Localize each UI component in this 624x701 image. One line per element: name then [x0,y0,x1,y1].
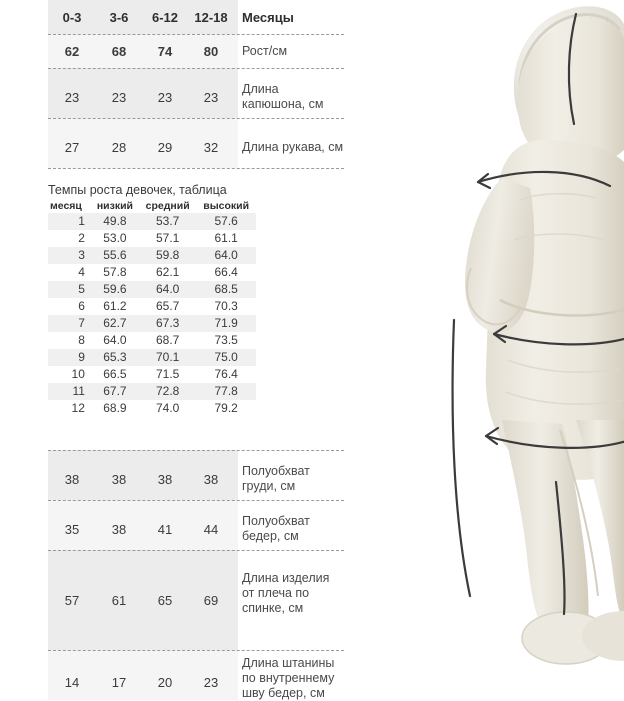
cell: 68.7 [155,333,180,347]
cell: 75.0 [214,350,238,364]
growth-header-high: высокий [203,200,250,212]
table-row [48,570,344,624]
cell: 53.7 [155,214,180,228]
cell: 72.8 [155,384,180,398]
table-row [48,82,344,112]
cell: 65.3 [103,350,127,364]
header-col-1: 3-6 [109,9,129,25]
cell: 38 [64,471,80,487]
cell: 12 [71,401,85,415]
growth-table-header-row [48,200,256,213]
snowsuit-illustration [324,0,624,700]
growth-header-low: низкий [96,200,134,212]
table-row [48,315,256,332]
cell: 70.1 [155,350,180,364]
cell: 64.0 [103,333,127,347]
cell: 66.5 [103,367,127,381]
cell: 29 [157,139,173,155]
cell: 68 [111,43,127,59]
row-label: Длина капюшона, см [242,82,324,111]
cell: 76.4 [214,367,238,381]
cell: 23 [203,89,219,105]
table-row [48,655,344,700]
table-row [48,298,256,315]
row-label: Длина изделия от плеча по спинке, см [242,570,330,615]
table-row [48,132,344,162]
row-label: Рост/см [242,43,288,58]
table-row [48,230,256,247]
cell: 59.6 [103,282,127,296]
cell: 1 [78,214,85,228]
cell: 61.1 [214,231,238,245]
cell: 73.5 [214,333,238,347]
cell: 67.7 [103,384,127,398]
cell: 6 [78,299,85,313]
table-row [48,464,344,494]
table-row [48,281,256,298]
cell: 23 [203,674,219,690]
growth-rate-table [48,183,308,417]
table-row [48,514,344,544]
table-row [48,40,344,62]
cell: 9 [78,350,85,364]
growth-header-mid: средний [145,200,190,212]
row-label: Длина рукава, см [242,139,344,154]
table-row [48,332,256,349]
cell: 62.7 [103,316,127,330]
cell: 11 [72,384,85,398]
cell: 2 [78,231,85,245]
row-label: Полуобхват бедер, см [242,514,310,543]
header-col-0: 0-3 [62,9,82,25]
size-chart-header-row [48,4,344,30]
cell: 71.5 [155,367,180,381]
cell: 64.0 [155,282,180,296]
cell: 57 [64,592,80,608]
cell: 71.9 [214,316,238,330]
cell: 65 [157,592,173,608]
cell: 14 [64,674,80,690]
cell: 80 [203,43,219,59]
cell: 61.2 [103,299,127,313]
cell: 66.4 [214,265,238,279]
table-row [48,349,256,366]
cell: 68.5 [214,282,238,296]
cell: 70.3 [214,299,238,313]
header-col-2: 6-12 [151,9,179,25]
cell: 17 [111,674,127,690]
cell: 38 [157,471,173,487]
cell: 74.0 [155,401,180,415]
cell: 74 [157,43,173,59]
row-label: Полуобхват груди, см [242,464,310,493]
table-row [48,264,256,281]
cell: 28 [111,139,127,155]
cell: 57.8 [103,265,127,279]
cell: 35 [64,521,80,537]
cell: 3 [78,248,85,262]
product-photo [324,0,624,700]
table-row [48,213,256,230]
cell: 38 [111,521,127,537]
cell: 62.1 [155,265,180,279]
cell: 8 [78,333,85,347]
cell: 41 [157,521,173,537]
cell: 49.8 [103,214,127,228]
cell: 23 [64,89,80,105]
cell: 57.1 [155,231,180,245]
cell: 62 [64,43,80,59]
header-label: Месяцы [242,9,294,25]
growth-table-title: Темпы роста девочек, таблица [48,183,227,197]
row-label: Длина штанины по внутреннему шву бедер, см [242,655,335,700]
cell: 53.0 [103,231,127,245]
cell: 32 [203,139,219,155]
cell: 65.7 [155,299,180,313]
table-row [48,247,256,264]
cell: 38 [111,471,127,487]
cell: 20 [157,674,173,690]
table-row [48,400,256,417]
cell: 57.6 [214,214,238,228]
cell: 5 [78,282,85,296]
table-row [48,366,256,383]
cell: 7 [78,316,85,330]
cell: 79.2 [214,401,238,415]
cell: 10 [71,367,85,381]
table-row [48,383,256,400]
cell: 77.8 [214,384,238,398]
cell: 23 [111,89,127,105]
cell: 38 [203,471,219,487]
cell: 27 [64,139,80,155]
cell: 69 [203,592,219,608]
cell: 59.8 [155,248,180,262]
cell: 23 [157,89,173,105]
cell: 44 [203,521,219,537]
cell: 64.0 [214,248,238,262]
cell: 61 [111,592,127,608]
cell: 55.6 [103,248,127,262]
growth-header-month: месяц [50,200,82,212]
cell: 4 [78,265,85,279]
cell: 67.3 [155,316,180,330]
growth-table-grid [48,200,256,417]
header-col-3: 12-18 [194,9,228,25]
cell: 68.9 [103,401,127,415]
